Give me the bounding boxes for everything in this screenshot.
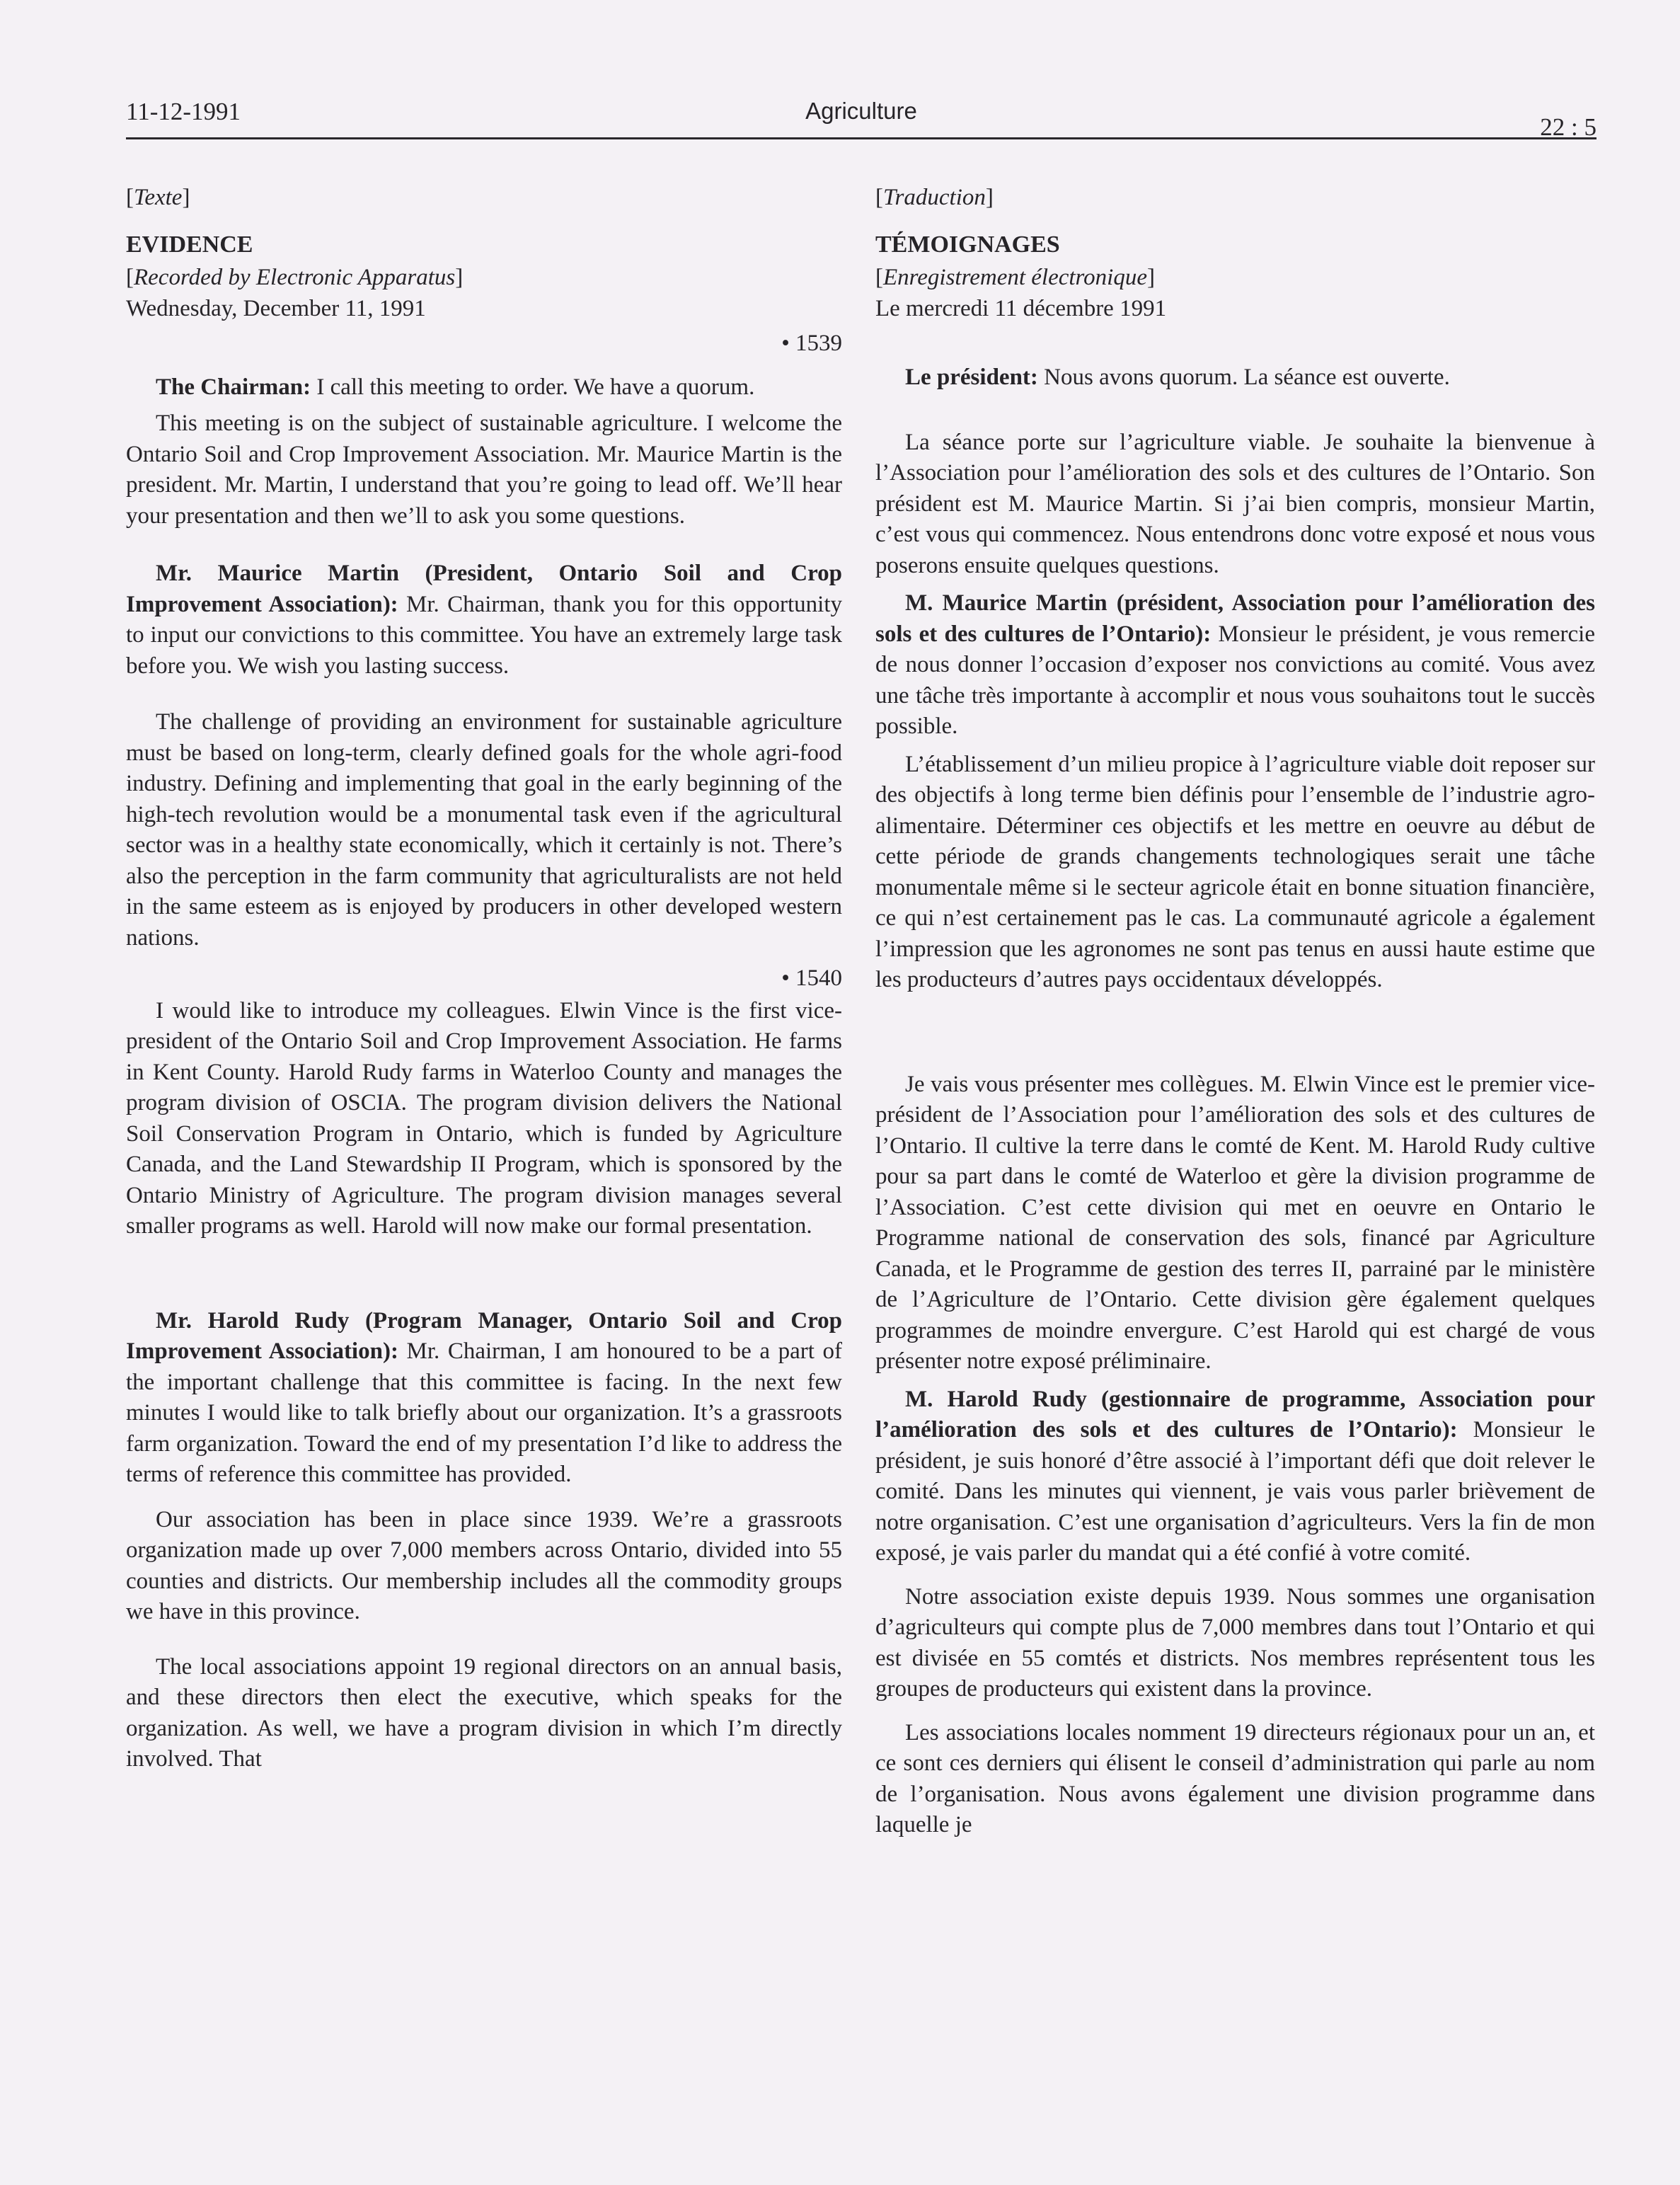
paragraph: Mr. Harold Rudy (Program Manager, Ontario Soil and Crop Improvement Association): Mr. Chairman, I am honoured to be a part of the important challenge that this committee is facing. In the next few minutes I would like to talk briefly about our organization. It’s a grassroots farm organization. Toward the end of my presentation I’d like to address the terms of reference this committee has provided.: [126, 1307, 842, 1487]
paragraph: La séance porte sur l’agriculture viable. Je souhaite la bienvenue à l’Association pour l’amélioration des sols et des cultures de l’Ontario. Son président est M. Maurice Martin. Si j’ai bien compris, monsieur Martin, c’est vous qui commencez. Nous entendrons donc votre exposé et nous vous poserons ensuite quelques questions.: [875, 429, 1595, 578]
speaker: M. Harold Rudy (gestionnaire de programme, Association pour l’amélioration des sols et des cultures de l’Ontario):: [875, 1386, 1595, 1443]
paragraph: Mr. Maurice Martin (President, Ontario Soil and Crop Improvement Association): Mr. Chairman, thank you for this opportunity to input our convictions to this committee. You have an extremely large task before you. We wish you lasting success.: [126, 561, 842, 679]
paragraph: The Chairman: I call this meeting to order. We have a quorum.: [156, 374, 755, 400]
page-header: [126, 98, 1596, 139]
meeting-date: Le mercredi 11 décembre 1991: [875, 295, 1167, 321]
paragraph: The local associations appoint 19 regional directors on an annual basis, and these directors then elect the executive, which speaks for the organization. As well, we have a program division in which I’m directly involved. That: [126, 1653, 842, 1772]
paragraph: Our association has been in place since 1939. We’re a grassroots organization made up over 7,000 members across Ontario, divided into 55 counties and districts. Our membership includes all the commodity groups we have in this province.: [126, 1506, 842, 1624]
paragraph: The challenge of providing an environment for sustainable agriculture must be based on long-term, clearly defined goals for the whole agri-food industry. Defining and implementing that goal in the early beginning of the high-tech revolution would be a monumental task even if the agricultural sector was in a healthy state economically, which it certainly is not. There’s also the perception in the farm community that agriculturalists are not held in the same esteem as is enjoyed by producers in other developed western nations.: [126, 709, 842, 951]
paragraph: M. Harold Rudy (gestionnaire de programme, Association pour l’amélioration des sols et des cultures de l’Ontario): Monsieur le président, je suis honoré d’être associé à l’important défi que doit relever le comité. Dans les minutes qui viennent, je vais vous parler brièvement de notre organisation. C’est une organisation d’agriculteurs. Vers la fin de mon exposé, je vais parler du mandat qui a été confié à votre comité.: [875, 1386, 1595, 1566]
paragraph: Le président: Nous avons quorum. La séance est ouverte.: [905, 365, 1450, 390]
page-number: 22 : 5: [1540, 113, 1596, 141]
recording-note: [Recorded by Electronic Apparatus]: [126, 265, 464, 290]
speaker: The Chairman:: [156, 374, 311, 400]
paragraph: This meeting is on the subject of sustainable agriculture. I welcome the Ontario Soil and Crop Improvement Association. Mr. Maurice Martin is the president. Mr. Martin, I understand that you’re going to lead off. We’ll hear your presentation and then we’ll to ask you some questions.: [126, 411, 842, 529]
speaker: Mr. Harold Rudy (Program Manager, Ontario Soil and Crop Improvement Association):: [126, 1307, 842, 1364]
speaker: Le président:: [905, 365, 1038, 390]
meeting-date: Wednesday, December 11, 1991: [126, 295, 426, 321]
speaker: M. Maurice Martin (président, Association pour l’amélioration des sols et des cultures de l’Ontario):: [875, 590, 1595, 647]
paragraph: M. Maurice Martin (président, Association pour l’amélioration des sols et des cultures de l’Ontario): Monsieur le président, je vous remercie de nous donner l’occasion d’exposer nos convictions au comité. Vous avez une tâche très importante à accomplir et nous vous souhaitons tout le succès possible.: [875, 590, 1595, 739]
time-marker: • 1539: [781, 331, 842, 356]
speaker: Mr. Maurice Martin (President, Ontario Soil and Crop Improvement Association):: [126, 561, 842, 617]
section-heading: EVIDENCE: [126, 231, 253, 258]
paragraph: Les associations locales nomment 19 directeurs régionaux pour un an, et ce sont ces derniers qui élisent le conseil d’administration qui parle au nom de l’organisation. Nous avons également une division programme dans laquelle je: [875, 1719, 1595, 1837]
paragraph: Notre association existe depuis 1939. Nous sommes une organisation d’agriculteurs qui compte plus de 7,000 membres dans tout l’Ontario et qui est divisée en 55 comtés et districts. Nos membres représentent tous les groupes de producteurs qui existent dans la province.: [875, 1583, 1595, 1702]
header-title: Agriculture: [805, 98, 917, 124]
time-marker: • 1540: [781, 965, 842, 991]
paragraph: Je vais vous présenter mes collègues. M. Elwin Vince est le premier vice-président de l’Association pour l’amélioration des sols et des cultures de l’Ontario. Il cultive la terre dans le comté de Kent. M. Harold Rudy cultive pour sa part dans le comté de Waterloo et gère la division programme de l’Association. C’est cette division qui met en oeuvre en Ontario le Programme national de conservation des sols, financé par Agriculture Canada, et le Programme de gestion des terres II, parrainé par le ministère de l’Agriculture de l’Ontario. Cette division gère également quelques programmes de moindre envergure. C’est Harold qui est chargé de vous présenter notre exposé préliminaire.: [875, 1071, 1595, 1374]
english-column: [126, 183, 842, 1775]
section-heading: TÉMOIGNAGES: [875, 231, 1060, 258]
french-column: [875, 183, 1595, 1841]
paragraph: I would like to introduce my colleagues. Elwin Vince is the first vice-president of the Ontario Soil and Crop Improvement Association. He farms in Kent County. Harold Rudy farms in Waterloo County and manages the program division of OSCIA. The program division delivers the National Soil Conservation Program in Ontario, which is funded by Agriculture Canada, and the Land Stewardship II Program, which is sponsored by the Ontario Ministry of Agriculture. The program division manages several smaller programs as well. Harold will now make our formal presentation.: [126, 997, 842, 1239]
column-tag: [Texte]: [126, 185, 190, 210]
header-date: 11-12-1991: [126, 98, 241, 125]
column-tag: [Traduction]: [875, 185, 994, 210]
recording-note: [Enregistrement électronique]: [875, 265, 1155, 290]
paragraph: L’établissement d’un milieu propice à l’agriculture viable doit reposer sur des objectifs à long terme bien définis pour l’ensemble de l’industrie agro-alimentaire. Déterminer ces objectifs et les mettre en oeuvre au début de cette période de grands changements technologiques serait une tâche monumentale même si le secteur agricole était en bonne situation financière, ce qui n’est certainement pas le cas. La communauté agricole a également l’impression que les agronomes ne sont pas tenus en aussi haute estime que les producteurs d’autres pays occidentaux développés.: [875, 751, 1595, 992]
